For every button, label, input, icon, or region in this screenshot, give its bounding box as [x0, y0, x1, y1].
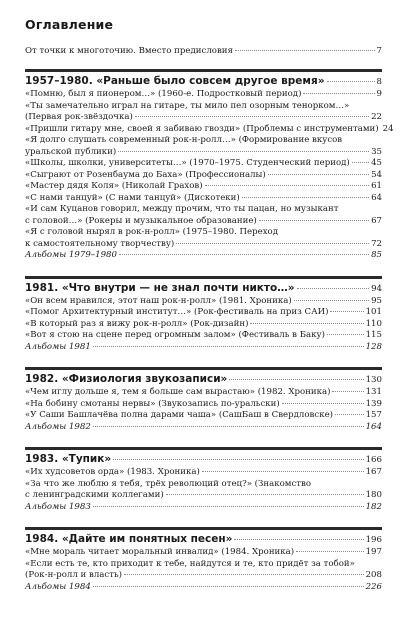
entry-last-line [25, 181, 382, 193]
entry-text: «В который раз я вижу рок-н-ролл» (Рок-дизайн) [25, 318, 249, 329]
entry-text: Альбомы 1979–1980 [25, 250, 117, 260]
entry-last-line [25, 490, 382, 502]
page-number: 167 [365, 467, 382, 477]
entry-text: Альбомы 1983 [25, 501, 91, 512]
page-number: 196 [365, 535, 382, 545]
page-title: Оглавление [25, 17, 114, 32]
section-heading-text: 1981. «Что внутри — не знал почти никто…» [25, 281, 295, 294]
albums-entry[interactable] [25, 422, 382, 434]
page-number: 131 [365, 387, 382, 397]
page-number: 157 [365, 410, 382, 420]
page-number: 64 [371, 192, 382, 203]
page-number: 22 [371, 112, 382, 122]
dot-leader [332, 391, 363, 392]
entry-last-line [25, 112, 382, 124]
page-number: 94 [371, 283, 382, 294]
dot-leader [335, 414, 364, 415]
section-rule [25, 69, 382, 72]
chapter-entry[interactable] [25, 158, 382, 170]
entry-text: «Я долго слушать современный рок-н-ролл…» (Формирование вкусов [25, 135, 343, 145]
dot-leader [234, 539, 363, 540]
page-number: 45 [371, 158, 382, 168]
entry-last-line [25, 193, 382, 205]
page-number: 24 [382, 123, 394, 134]
chapter-entry[interactable] [25, 307, 382, 319]
page-number: 130 [365, 375, 382, 385]
section-heading[interactable] [25, 373, 382, 387]
entry-last-line [25, 342, 382, 354]
dot-leader [296, 551, 363, 552]
section-heading[interactable] [25, 533, 382, 547]
page-number: 110 [365, 318, 382, 329]
dot-leader [297, 288, 370, 289]
dot-leader [135, 116, 369, 117]
entry-text: «Пришли гитару мне, своей я забиваю гвозди» (Проблемы с инструментами) [25, 123, 379, 134]
page-number: 95 [371, 295, 382, 306]
chapter-entry[interactable] [25, 296, 382, 308]
albums-entry[interactable] [25, 502, 382, 514]
section-heading[interactable] [25, 282, 382, 296]
entry-last-line [25, 250, 382, 262]
section-heading[interactable] [25, 75, 382, 89]
dot-leader [93, 346, 364, 347]
albums-entry[interactable] [25, 250, 382, 262]
entry-text: Альбомы 1982 [25, 421, 91, 432]
entry-text: «И сам Куцанов говорил, между прочим, что ты пацан, но музыкант [25, 204, 339, 214]
dot-leader [93, 426, 364, 427]
page-number: 226 [365, 581, 382, 592]
entry-last-line [25, 547, 382, 559]
entry-last-line [25, 422, 382, 434]
entry-text: «Помню, был я пионером…» (1960-е. Подростковый период) [25, 89, 302, 99]
dot-leader [119, 254, 369, 255]
entry-text: «Чем иглу дольше я, тем я больше сам вырастаю» (1982. Хроника) [25, 387, 331, 397]
dot-leader [229, 379, 363, 380]
entry-text: «Их худсоветов орда» (1983. Хроника) [25, 467, 200, 477]
section-rule [25, 527, 382, 530]
page-number: 115 [365, 330, 382, 340]
page-number: 85 [371, 250, 382, 260]
entry-last-line [25, 399, 382, 411]
page-number: 128 [365, 341, 382, 352]
entry-last-line [25, 147, 382, 159]
section-heading-text: 1983. «Тупик» [25, 453, 112, 465]
entry-text: Альбомы 1981 [25, 341, 91, 352]
page-number: 139 [365, 398, 382, 409]
entry-text: «Помог Архитектурный институт…» (Рок-фестиваль на приз САИ) [25, 307, 329, 317]
entry-last-line [25, 582, 382, 594]
dot-leader [205, 185, 369, 186]
entry-last-line [25, 89, 382, 101]
page-number: 7 [376, 46, 382, 56]
dot-leader [235, 50, 375, 51]
chapter-entry[interactable] [25, 479, 382, 502]
dot-leader [113, 459, 363, 460]
page-number: 61 [371, 181, 382, 191]
page-number: 9 [376, 89, 382, 99]
dot-leader [202, 471, 364, 472]
dot-leader [124, 574, 364, 575]
chapter-entry[interactable] [25, 410, 382, 422]
entry-last-line [25, 330, 382, 342]
page-number: 54 [371, 169, 382, 180]
dot-leader [176, 243, 369, 244]
entry-text: «Ты замечательно играл на гитаре, ты мило пел озорным тенорком…» [25, 100, 350, 111]
entry-text: «Я с головой нырял в рок-н-ролл» (1975–1980. Переход [25, 227, 279, 237]
chapter-entry[interactable] [25, 193, 382, 205]
page-number: 166 [365, 455, 382, 465]
chapter-entry[interactable] [25, 399, 382, 411]
dot-leader [282, 403, 364, 404]
page-number: 35 [371, 146, 382, 157]
section-heading-text: 1982. «Физиология звукозаписи» [25, 373, 228, 385]
page-number: 101 [365, 307, 382, 317]
dot-leader [268, 174, 369, 175]
dot-leader [118, 151, 369, 152]
page-number: 164 [365, 421, 382, 432]
entry-last-line [25, 502, 382, 514]
page-number: 72 [371, 238, 382, 249]
section-rule [25, 367, 382, 370]
chapter-entry[interactable] [25, 387, 382, 399]
entry-last-line [25, 387, 382, 399]
section-rule [25, 276, 382, 279]
chapter-entry[interactable] [25, 123, 394, 136]
chapter-entry[interactable] [25, 559, 382, 582]
albums-entry[interactable] [25, 582, 382, 594]
section-heading-text: 1984. «Дайте им понятных песен» [25, 533, 233, 545]
page-number: 182 [365, 501, 382, 512]
entry-text: «С нами танцуй» (С нами танцуй» (Дискотеки) [25, 192, 240, 203]
page-number: 180 [365, 490, 382, 500]
entry-last-line [25, 467, 382, 479]
entry-text: уральской публики) [25, 146, 117, 157]
dot-leader [250, 323, 363, 324]
dot-leader [330, 311, 363, 312]
entry-text: «Если есть те, кто приходит к тебе, найдутся и те, кто придёт за тобой» [25, 558, 355, 569]
dot-leader [259, 220, 369, 221]
preface-entry[interactable] [25, 46, 382, 58]
entry-text: с ленинградскими коллегами) [25, 490, 164, 500]
dot-leader [242, 197, 369, 198]
chapter-entry[interactable] [25, 330, 382, 342]
chapter-entry[interactable] [25, 204, 382, 227]
entry-last-line [25, 46, 382, 58]
entry-last-line [25, 216, 382, 228]
entry-text: с головой…» (Рокеры и музыкальное образование) [25, 215, 257, 226]
chapter-entry[interactable] [25, 467, 382, 479]
entry-text: Альбомы 1984 [25, 581, 91, 592]
entry-text: «Мне мораль читает моральный инвалид» (1984. Хроника) [25, 547, 295, 557]
dot-leader [93, 586, 364, 587]
page-number: 208 [365, 570, 382, 580]
section-heading-text: 1957–1980. «Раньше было совсем другое время» [25, 75, 325, 87]
chapter-entry[interactable] [25, 101, 382, 124]
entry-last-line [25, 123, 394, 136]
entry-last-line [25, 410, 382, 422]
albums-entry[interactable] [25, 342, 382, 354]
entry-last-line [25, 319, 382, 331]
entry-text: «У Саши Башлачёва полна дарами чаша» (СашБаш в Свердловске) [25, 410, 334, 420]
entry-text: «Школы, школки, университеты…» (1970–1975. Студенческий период) [25, 158, 350, 168]
page-number: 67 [371, 215, 382, 226]
page-number: 197 [365, 547, 382, 557]
chapter-entry[interactable] [25, 319, 382, 331]
entry-text: (Рок-н-ролл и власть) [25, 570, 123, 580]
dot-leader [352, 162, 369, 163]
section-rule [25, 447, 382, 450]
entry-last-line [25, 570, 382, 582]
entry-text: «Вот я стою на сцене перед огромным залом» (Фестиваль в Баку) [25, 330, 325, 340]
entry-text: «Он всем нравился, этот наш рок-н-ролл» (1981. Хроника) [25, 295, 292, 306]
entry-text: (Первая рок-звёздочка) [25, 112, 133, 122]
page-number: 8 [376, 77, 382, 87]
entry-last-line [25, 239, 382, 251]
dot-leader [294, 300, 369, 301]
dot-leader [303, 93, 374, 94]
entry-text: к самостоятельному творчеству) [25, 238, 175, 249]
entry-last-line [25, 158, 382, 170]
entry-text: «Сыграют от Розенбаума до Баха» (Профессионалы) [25, 169, 266, 180]
chapter-entry[interactable] [25, 89, 382, 101]
chapter-entry[interactable] [25, 227, 382, 250]
chapter-entry[interactable] [25, 170, 382, 182]
section-heading[interactable] [25, 453, 382, 467]
chapter-entry[interactable] [25, 181, 382, 193]
dot-leader [93, 506, 364, 507]
entry-text: От точки к многоточию. Вместо предисловия [25, 46, 233, 56]
chapter-entry[interactable] [25, 135, 382, 158]
entry-text: «Мастер дядя Коля» (Николай Грахов) [25, 181, 203, 191]
dot-leader [166, 494, 364, 495]
dot-leader [327, 334, 364, 335]
entry-last-line [25, 170, 382, 182]
chapter-entry[interactable] [25, 547, 382, 559]
dot-leader [327, 81, 375, 82]
entry-text: «За что же люблю я тебя, трёх революций отец?» (Знакомство [25, 478, 312, 489]
entry-last-line [25, 296, 382, 308]
entry-last-line [25, 307, 382, 319]
entry-text: «На бобину смотаны нервы» (Звукозапись по-уральски) [25, 398, 280, 409]
